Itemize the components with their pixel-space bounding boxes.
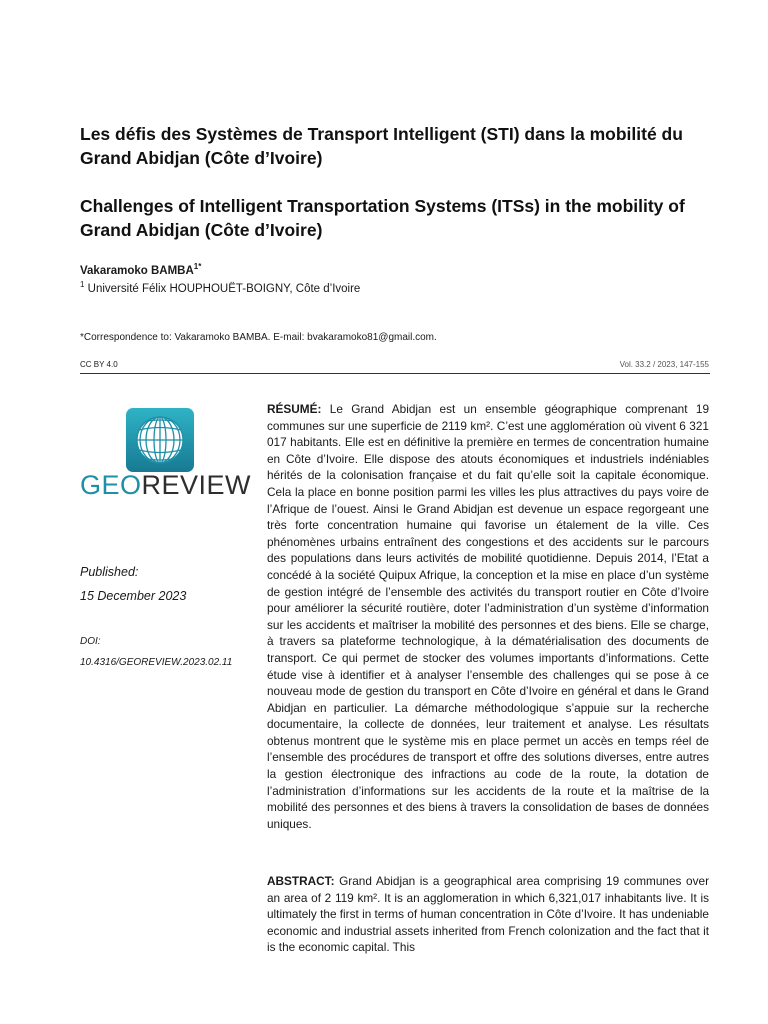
published-date: 15 December 2023 xyxy=(80,589,187,603)
author-name: Vakaramoko BAMBA xyxy=(80,264,194,277)
header-divider xyxy=(80,373,710,374)
journal-logo-text xyxy=(80,470,251,501)
article-title-english: Challenges of Intelligent Transportation Systems (ITSs) in the mobility of Grand Abidjan (Côte d’Ivoire) xyxy=(80,196,685,240)
published-label: Published: xyxy=(80,565,139,579)
doi-value: 10.4316/GEOREVIEW.2023.02.11 xyxy=(80,657,233,668)
resume-paragraph xyxy=(267,401,709,832)
affiliation-superscript: 1 xyxy=(80,280,85,289)
globe-icon xyxy=(125,407,195,473)
resume-text: Le Grand Abidjan est un ensemble géographique comprenant 19 communes sur une superficie de 2119 km². C’est une agglomération où vivent 6 321 017 habitants. Elle est en définitive la première en termes de concentration humaine en Côte d’Ivoire. Elle dispose des atouts économiques et industriels indéniables hérités de la colonisation française et du fait qu’elle soit la capitale économique. Cela la place en bonne position parmi les villes les plus attractives du pays voire de l’Afrique de l’ouest. Ainsi le Grand Abidjan est devenue un espace regorgeant une très forte concentration humaine qui favorise un étalement de la ville. Ces phénomènes urbains entraînent des congestions et des accidents sur le parcours des populations dans leurs activités de mobilité quotidienne. Depuis 2014, l’Etat a concédé à la société Quipux Afrique, la conception et la mise en place d’un système de gestion intégré de l’ensemble des activités du transport routier en Côte d’Ivoire pour améliorer la sécurité routière, doter l’administration d’un système d’information sur les accidents et maîtriser la mobilité des personnes et des biens. Elle se charge, à travers sa plateforme technologique, à la dématérialisation des documents de transport. Ce qui permet de stocker des volumes importants d’informations. Cette étude vise à identifier et à analyser l’ensemble des challenges qui se pose à ce nouveau mode de gestion du transport en Côte d’Ivoire en général et dans le Grand Abidjan en particulier. La démarche méthodologique s’appuie sur la recherche documentaire, la collecte de données, leur traitement et analyse. Les résultats obtenus montrent que le système mis en place permet un accès en temps réel de l’ensemble des procédures de transport et offre des solutions diverses, entre autres la gestion électronique des infractions au code de la route, la dotation de l’administration d’informations sur les accidents de la route et la maîtrise de la mobilité des personnes et des biens à travers la consolidation de bases de données uniques. xyxy=(267,402,710,831)
abstract-paragraph xyxy=(267,873,709,955)
abstract-label: ABSTRACT: xyxy=(267,874,335,888)
license-label: CC BY 4.0 xyxy=(80,360,118,369)
logo-prefix: GEO xyxy=(80,470,142,500)
volume-info: Vol. 33.2 / 2023, 147-155 xyxy=(619,360,709,369)
article-title-french: Les défis des Systèmes de Transport Intelligent (STI) dans la mobilité du Grand Abidjan (Côte d’Ivoire) xyxy=(80,124,683,168)
resume-label: RÉSUMÉ: xyxy=(267,402,322,416)
author-superscript: 1* xyxy=(193,262,202,271)
affiliation-line xyxy=(80,280,360,295)
affiliation-text: Université Félix HOUPHOUËT-BOIGNY, Côte d’Ivoire xyxy=(87,282,361,295)
author-line xyxy=(80,262,201,277)
correspondence-note: *Correspondence to: Vakaramoko BAMBA. E-mail: bvakaramoko81@gmail.com. xyxy=(80,332,437,343)
doi-label: DOI: xyxy=(80,636,101,647)
abstract-text: Grand Abidjan is a geographical area comprising 19 communes over an area of 2 119 km². It is an agglomeration in which 6,321,017 inhabitants live. It is ultimately the first in terms of human concentration in Côte d’Ivoire. It has undeniable economic and industrial assets inherited from French colonization and the fact that it is the economic capital. This xyxy=(267,874,709,955)
logo-suffix: REVIEW xyxy=(141,470,252,500)
